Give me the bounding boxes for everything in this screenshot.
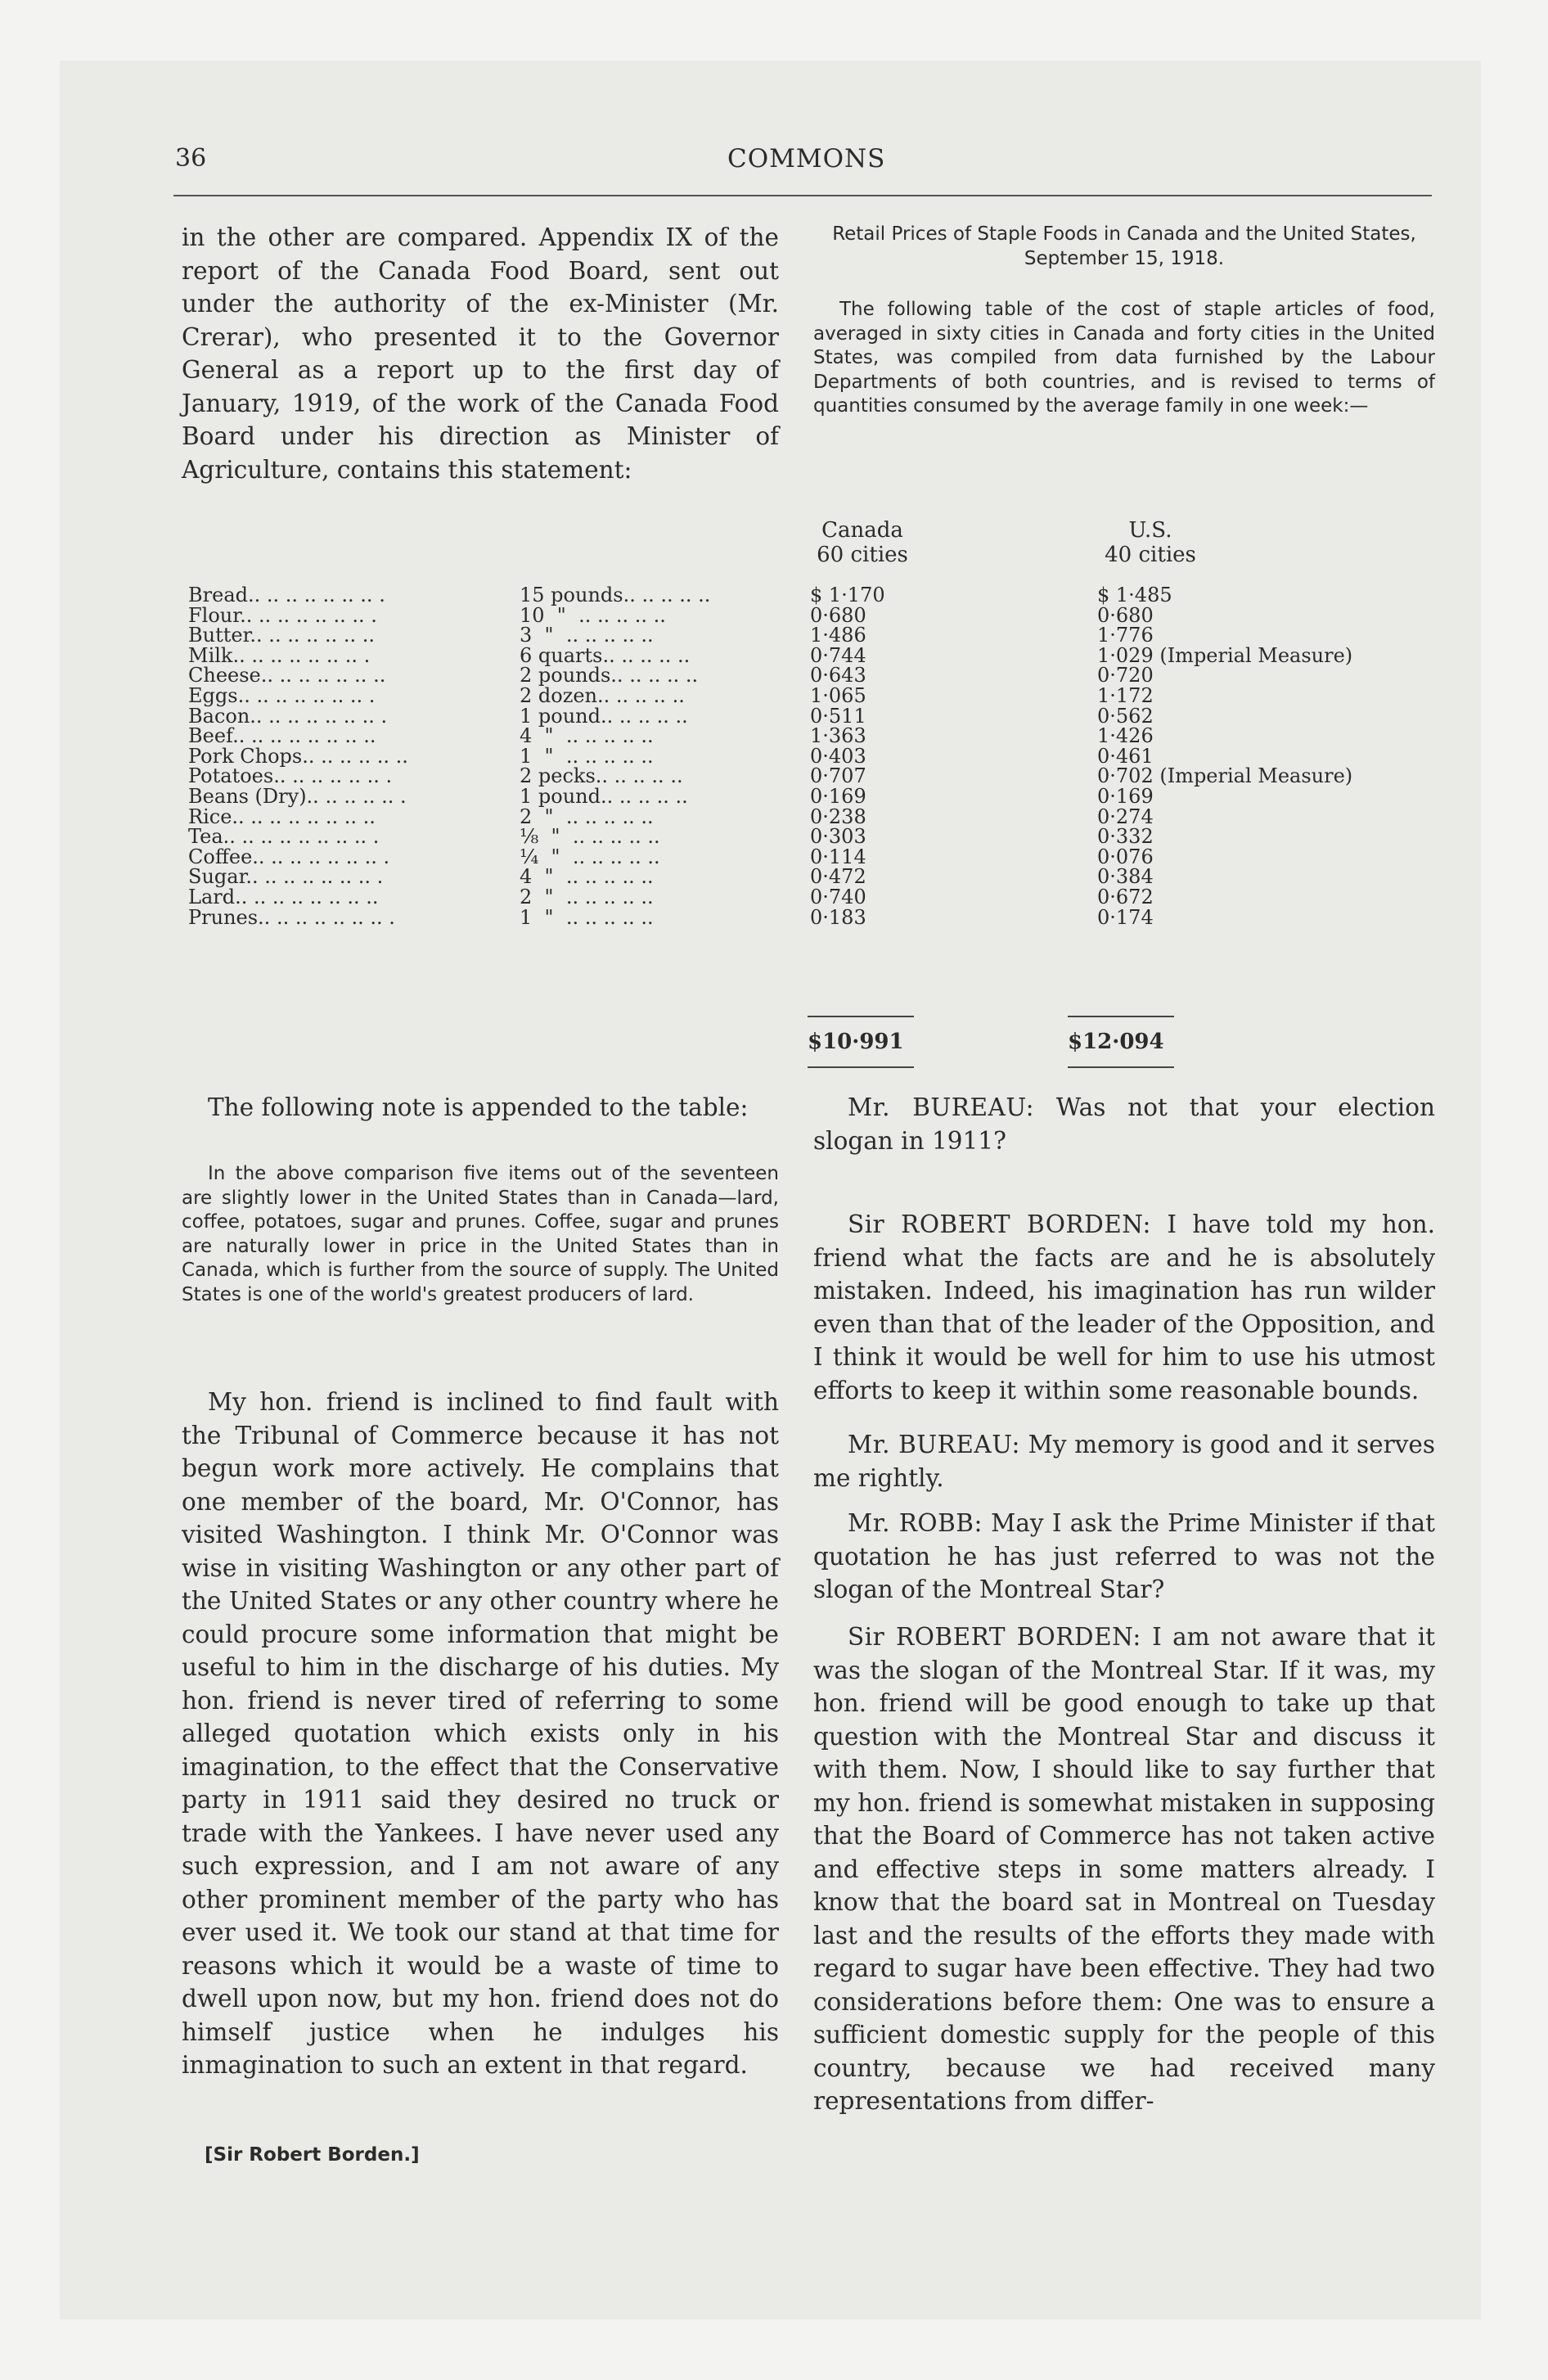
item-name: Cheese.. .. .. .. .. .. ..: [188, 664, 386, 687]
speaker-attribution: [205, 2144, 420, 2166]
canada-price: 0·114: [810, 845, 866, 868]
table-row: [188, 643, 1465, 667]
item-name: Milk.. .. .. .. .. .. .. .: [188, 643, 371, 667]
right-paragraph-1: [813, 1091, 1435, 1157]
table-row: [188, 865, 1465, 889]
canada-price: 0·707: [810, 764, 866, 788]
item-name: Bacon.. .. .. .. .. .. .. .: [188, 704, 388, 728]
running-head: COMMONS: [727, 144, 886, 174]
canada-header-line2: 60 cities: [817, 543, 908, 567]
canada-price: 0·511: [810, 704, 866, 728]
speech-text: May I ask the Prime Minister if that quotation he has just referred to was not the slogan of the Montreal Star?: [813, 1509, 1436, 1603]
table-row: [188, 887, 1465, 907]
us-price: 0·076: [1097, 845, 1154, 868]
table-row: [188, 905, 1465, 929]
left-main-paragraph: My hon. friend is inclined to find fault with the Tribunal of Commerce because it has not begun work more actively. He complains that one member of the board, Mr. O'Connor, has visited Washington. I think Mr. O'Connor was wise in visiting Washington or any other part of the United States or any other country where he could procure some information that might be useful to him in the discharge of his duties. My hon. friend is never tired of referring to some alleged quotation which exists only in his imagination, to the effect that the Conservative party in 1911 said they desired no truck or trade with the Yankees. I have never used any such expression, and I am not aware of any other prominent member of the party who has ever used it. We took our stand at that time for reasons which it would be a waste of time to dwell upon now, but my hon. friend does not do himself justice when he indulges his inmagination to such an extent in that regard.: [182, 1388, 779, 2079]
us-total-rule: [1068, 1016, 1174, 1017]
item-name: Sugar.. .. .. .. .. .. .. .: [188, 865, 384, 889]
canada-price: 0·472: [810, 865, 866, 889]
item-quantity: 6 quarts.. .. .. .. ..: [520, 643, 691, 667]
attribution-text: [Sir Robert Borden.]: [205, 2144, 420, 2166]
table-row: [188, 585, 1465, 605]
item-name: Lard.. .. .. .. .. .. .. ..: [188, 886, 379, 908]
speaker-name: Mr. ROBB:: [848, 1509, 983, 1537]
speech-text: Was not that your election slogan in 1911?: [813, 1093, 1435, 1155]
right-paragraph-2: [813, 1208, 1435, 1407]
item-quantity: 1 " .. .. .. .. ..: [520, 905, 654, 929]
speech-text: My memory is good and it serves me rightly.: [813, 1431, 1435, 1492]
table-note: In the above comparison five items out of the seventeen are slightly lower in the United States than in Canada—lard, coffee, potatoes, sugar and prunes. Coffee, sugar and prunes are naturally lower in price in the United States than in Canada, which is further from the source of supply. The United States is one of the world's greatest producers of lard.: [182, 1163, 779, 1305]
item-quantity: 2 pounds.. .. .. .. ..: [520, 664, 699, 687]
us-header-line2: 40 cities: [1105, 543, 1196, 567]
left-intro-paragraph: in the other are compared. Appendix IX of the report of the Canada Food Board, sent out under the authority of the ex-Minister (Mr. Crerar), who presented it to the Governor General as a report up to the first day of January, 1919, of the work of the Canada Food Board under his direction as Minister of Agriculture, contains this statement:: [182, 223, 779, 484]
table-intro-paragraph: The following table of the cost of staple articles of food, averaged in sixty cities in Canada and forty cities in the United States, was compiled from data furnished by the Labour Departments of both countries, and is revised to terms of quantities consumed by the average family in one week:—: [813, 299, 1435, 417]
us-price: 1·426: [1097, 724, 1154, 748]
table-row: [188, 603, 1465, 627]
table-row: [188, 726, 1465, 746]
us-price: 0·384: [1097, 865, 1154, 889]
speaker-name: Mr. BUREAU:: [848, 1093, 1035, 1121]
canada-price: $ 1·170: [810, 584, 885, 606]
us-price: 0·672: [1097, 886, 1154, 908]
speaker-name: Sir ROBERT BORDEN:: [848, 1623, 1141, 1651]
right-paragraph-3: [813, 1428, 1435, 1494]
item-quantity: 4 " .. .. .. .. ..: [520, 724, 654, 748]
canada-price: 0·740: [810, 886, 866, 908]
table-row: [188, 825, 1465, 849]
speaker-name: Sir ROBERT BORDEN:: [848, 1210, 1151, 1238]
us-price: 0·680: [1097, 603, 1154, 627]
us-price: 0·274: [1097, 805, 1154, 828]
item-name: Butter.. .. .. .. .. .. ..: [188, 624, 375, 647]
canada-header-line1: Canada: [821, 518, 903, 543]
canada-price: 0·680: [810, 603, 866, 627]
canada-price: 1·486: [810, 624, 866, 647]
item-name: Tea.. .. .. .. .. .. .. .. .: [188, 825, 380, 849]
speech-text: I have told my hon. friend what the facts are and he is absolutely mistaken. Indeed, his imagination has run wilder even than that of the leader of the Opposition, and I think it would be well for him to use his utmost efforts to keep it within some reasonable bounds.: [813, 1210, 1435, 1404]
canada-total-underline: [808, 1066, 914, 1068]
us-price: 0·332: [1097, 825, 1154, 849]
item-quantity: 1 pound.. .. .. .. ..: [520, 785, 688, 808]
item-quantity: 3 " .. .. .. .. ..: [520, 624, 654, 647]
canada-price: 0·183: [810, 905, 866, 929]
us-price: $ 1·485: [1097, 584, 1172, 606]
us-total: $12·094: [1068, 1030, 1164, 1054]
page-number: 36: [175, 144, 207, 173]
speech-text: I am not aware that it was the slogan of the Montreal Star. If it was, my hon. friend will be good enough to take up that question with the Montreal Star and discuss it with them. Now, I should like to say further that my hon. friend is somewhat mistaken in supposing that the Board of Commerce has not taken active and effective steps in some matters already. I know that the board sat in Montreal on Tuesday last and the results of the efforts they made with regard to sugar have been effective. They had two considerations before them: One was to ensure a sufficient domestic supply for the people of this country, because we had received many representations from differ-: [813, 1623, 1435, 2115]
item-quantity: 1 pound.. .. .. .. ..: [520, 704, 688, 728]
speaker-name: Mr. BUREAU:: [848, 1431, 1020, 1458]
canada-price: 0·238: [810, 805, 866, 828]
item-quantity: ¼ " .. .. .. .. ..: [520, 845, 660, 868]
table-row: [188, 847, 1465, 867]
table-row: [188, 706, 1465, 726]
canada-total-rule: [808, 1016, 914, 1017]
item-name: Beef.. .. .. .. .. .. .. ..: [188, 724, 376, 748]
item-quantity: 2 dozen.. .. .. .. ..: [520, 684, 685, 707]
us-price: 0·562: [1097, 704, 1154, 728]
table-row: [188, 807, 1465, 827]
canada-price: 0·169: [810, 785, 866, 808]
item-name: Prunes.. .. .. .. .. .. .. .: [188, 905, 395, 929]
note-intro-paragraph: The following note is appended to the table:: [208, 1093, 749, 1121]
item-quantity: 15 pounds.. .. .. .. ..: [520, 584, 711, 606]
us-total-underline: [1068, 1066, 1174, 1068]
table-row: [188, 787, 1465, 806]
canada-price: 0·744: [810, 643, 866, 667]
table-row: [188, 746, 1465, 766]
canada-total: $10·991: [808, 1030, 904, 1054]
canada-column-header: [805, 518, 920, 567]
item-quantity: 2 " .. .. .. .. ..: [520, 805, 654, 828]
us-price: 0·461: [1097, 744, 1154, 768]
canada-price: 1·065: [810, 684, 866, 707]
item-quantity: 4 " .. .. .. .. ..: [520, 865, 654, 889]
table-row: [188, 625, 1465, 645]
table-row: [188, 766, 1465, 786]
us-price: 0·169: [1097, 785, 1154, 808]
page-header: [175, 144, 1427, 185]
us-header-line1: U.S.: [1128, 518, 1172, 543]
canada-price: 1·363: [810, 724, 866, 748]
item-name: Beans (Dry).. .. .. .. .. .: [188, 785, 407, 808]
us-price: 1·029 (Imperial Measure): [1097, 643, 1353, 667]
canada-price: 0·643: [810, 664, 866, 687]
table-row: [188, 665, 1465, 685]
item-name: Bread.. .. .. .. .. .. .. .: [188, 584, 385, 606]
us-price: 0·174: [1097, 905, 1154, 929]
us-price: 0·702 (Imperial Measure): [1097, 764, 1353, 788]
item-name: Coffee.. .. .. .. .. .. .. .: [188, 845, 390, 868]
table-heading: Retail Prices of Staple Foods in Canada and the United States, September 15, 1918.: [832, 223, 1416, 269]
us-price: 0·720: [1097, 664, 1154, 687]
item-name: Pork Chops.. .. .. .. .. ..: [188, 744, 408, 768]
item-quantity: ⅛ " .. .. .. .. ..: [520, 825, 660, 849]
table-row: [188, 686, 1465, 705]
us-price: 1·172: [1097, 684, 1154, 707]
item-name: Rice.. .. .. .. .. .. .. ..: [188, 805, 376, 828]
right-paragraph-4: [813, 1507, 1435, 1607]
item-name: Flour.. .. .. .. .. .. .. .: [188, 603, 377, 627]
item-quantity: 2 pecks.. .. .. .. ..: [520, 764, 683, 788]
item-quantity: 2 " .. .. .. .. ..: [520, 886, 654, 908]
canada-price: 0·303: [810, 825, 866, 849]
item-name: Potatoes.. .. .. .. .. .. .: [188, 764, 393, 788]
us-price: 1·776: [1097, 624, 1154, 647]
us-column-header: [1093, 518, 1208, 567]
item-quantity: 1 " .. .. .. .. ..: [520, 744, 654, 768]
header-rule: [173, 195, 1432, 196]
item-name: Eggs.. .. .. .. .. .. .. .: [188, 684, 376, 707]
item-quantity: 10 " .. .. .. .. ..: [520, 603, 666, 627]
canada-price: 0·403: [810, 744, 866, 768]
right-paragraph-5: [813, 1620, 1435, 2118]
